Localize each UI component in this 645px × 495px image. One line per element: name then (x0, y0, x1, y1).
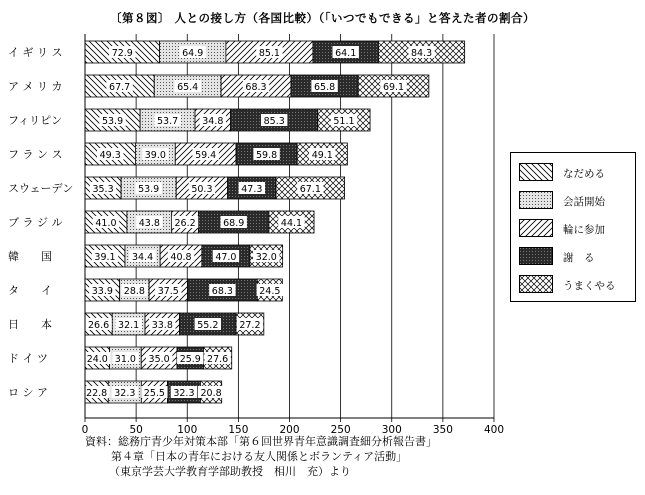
value-label-0-1: 64.9 (182, 48, 204, 59)
chart-legend (510, 152, 636, 302)
value-label-6-2: 40.8 (170, 252, 192, 263)
value-label-9-4: 27.6 (207, 354, 229, 365)
legend-swatch-wa-ni-sanka (519, 219, 553, 237)
x-tick-label-50: 50 (129, 424, 143, 436)
legend-item-wa-ni-sanka (511, 219, 635, 239)
legend-label-umaku-yaru: うまくやる (563, 280, 616, 292)
value-label-3-4: 49.1 (311, 150, 333, 161)
value-label-8-3: 55.2 (197, 320, 219, 331)
value-label-9-3: 25.9 (179, 354, 201, 365)
value-label-0-4: 84.3 (410, 48, 433, 59)
value-label-10-0: 22.8 (86, 388, 108, 399)
value-label-1-1: 65.4 (177, 82, 199, 93)
value-label-6-0: 39.1 (94, 252, 116, 263)
x-tick-label-350: 350 (432, 424, 453, 436)
value-label-3-3: 59.8 (256, 150, 278, 161)
value-label-1-2: 68.3 (245, 82, 267, 93)
x-tick-label-0: 0 (81, 424, 89, 436)
value-label-4-0: 35.3 (92, 184, 114, 195)
category-label-7: タ イ (8, 284, 52, 297)
value-label-9-2: 35.0 (148, 354, 170, 365)
legend-label-wa-ni-sanka: 輪に参加 (563, 224, 605, 236)
value-label-8-2: 33.8 (151, 320, 173, 331)
value-label-8-0: 26.6 (88, 320, 110, 331)
source-note (85, 434, 437, 479)
legend-label-nadameru: なだめる (563, 168, 605, 180)
x-tick-label-150: 150 (228, 424, 249, 436)
value-label-8-1: 32.1 (118, 320, 140, 331)
value-label-7-2: 37.5 (157, 286, 179, 297)
legend-swatch-ayamaru (519, 247, 553, 265)
value-label-5-3: 68.9 (223, 218, 245, 229)
legend-swatch-nadameru (519, 163, 553, 181)
legend-item-ayamaru (511, 247, 635, 267)
value-label-7-0: 33.9 (91, 286, 113, 297)
value-label-4-2: 50.3 (191, 184, 213, 195)
category-label-0: イ ギ リ ス (8, 46, 63, 59)
category-label-5: ブ ラ ジ ル (8, 216, 63, 229)
value-label-0-0: 72.9 (111, 48, 133, 59)
legend-item-nadameru (511, 163, 635, 183)
value-label-9-0: 24.0 (86, 354, 108, 365)
value-label-1-3: 65.8 (313, 82, 336, 93)
category-label-2: フィリピン (8, 114, 63, 127)
value-label-10-4: 20.8 (200, 388, 222, 399)
category-label-10: ロ シ ア (8, 386, 48, 399)
value-label-3-1: 39.0 (144, 150, 166, 161)
x-tick-label-200: 200 (279, 424, 300, 436)
category-label-4: スウェーデン (8, 182, 74, 195)
source-line-2: 第４章「日本の青年における友人関係とボランティア活動」 (111, 450, 408, 463)
value-label-2-4: 51.1 (333, 116, 355, 127)
chart-title: 〔第８図〕 人との接し方（各国比較）（「いつでもできる」と答えた者の割合） (110, 11, 535, 25)
x-tick-label-100: 100 (177, 424, 198, 436)
value-label-10-1: 32.3 (114, 388, 136, 399)
source-line-1: 資料：総務庁青少年対策本部「第６回世界青年意識調査細分析報告書」 (85, 435, 437, 448)
x-tick-label-300: 300 (381, 424, 402, 436)
value-label-1-0: 67.7 (109, 82, 131, 93)
value-label-3-0: 49.3 (99, 150, 121, 161)
value-label-2-3: 85.3 (263, 116, 285, 127)
value-label-7-1: 28.8 (123, 286, 145, 297)
value-label-6-4: 32.0 (255, 252, 277, 263)
value-label-2-1: 53.7 (156, 116, 179, 127)
value-label-6-3: 47.0 (215, 252, 237, 263)
value-label-4-4: 67.1 (299, 184, 321, 195)
value-label-9-1: 31.0 (114, 354, 136, 365)
value-label-5-0: 41.0 (95, 218, 117, 229)
value-label-3-2: 59.4 (195, 150, 217, 161)
value-label-2-2: 34.8 (202, 116, 224, 127)
legend-label-ayamaru: 謝 る (563, 252, 595, 264)
value-label-10-2: 25.5 (143, 388, 165, 399)
value-label-8-4: 27.2 (239, 320, 261, 331)
value-label-0-2: 85.1 (258, 48, 280, 59)
x-tick-label-250: 250 (330, 424, 351, 436)
value-label-10-3: 32.3 (173, 388, 195, 399)
source-line-3: （東京学芸大学教育学部助教授 相川 充）より (109, 465, 351, 478)
category-label-9: ド イ ツ (8, 352, 48, 365)
category-label-3: フ ラ ン ス (8, 148, 63, 161)
value-label-5-4: 44.1 (280, 218, 303, 229)
value-label-1-4: 69.1 (382, 82, 405, 93)
legend-label-kaiwa-kaishi: 会話開始 (563, 196, 605, 208)
value-label-4-3: 47.3 (241, 184, 263, 195)
value-label-5-1: 43.8 (138, 218, 160, 229)
category-label-6: 韓 国 (8, 250, 52, 263)
value-label-4-1: 53.9 (138, 184, 160, 195)
value-label-7-3: 68.3 (211, 286, 233, 297)
value-label-7-4: 24.5 (259, 286, 281, 297)
value-label-2-0: 53.9 (101, 116, 124, 127)
value-label-5-2: 26.2 (174, 218, 196, 229)
legend-item-kaiwa-kaishi (511, 191, 635, 211)
category-label-1: ア メ リ カ (8, 80, 63, 93)
legend-swatch-umaku-yaru (519, 275, 553, 293)
legend-item-umaku-yaru (511, 275, 635, 295)
value-label-0-3: 64.1 (335, 48, 357, 59)
x-tick-label-400: 400 (483, 424, 505, 436)
category-label-8: 日 本 (8, 318, 52, 331)
legend-swatch-kaiwa-kaishi (519, 191, 553, 209)
value-label-6-1: 34.4 (131, 252, 154, 263)
